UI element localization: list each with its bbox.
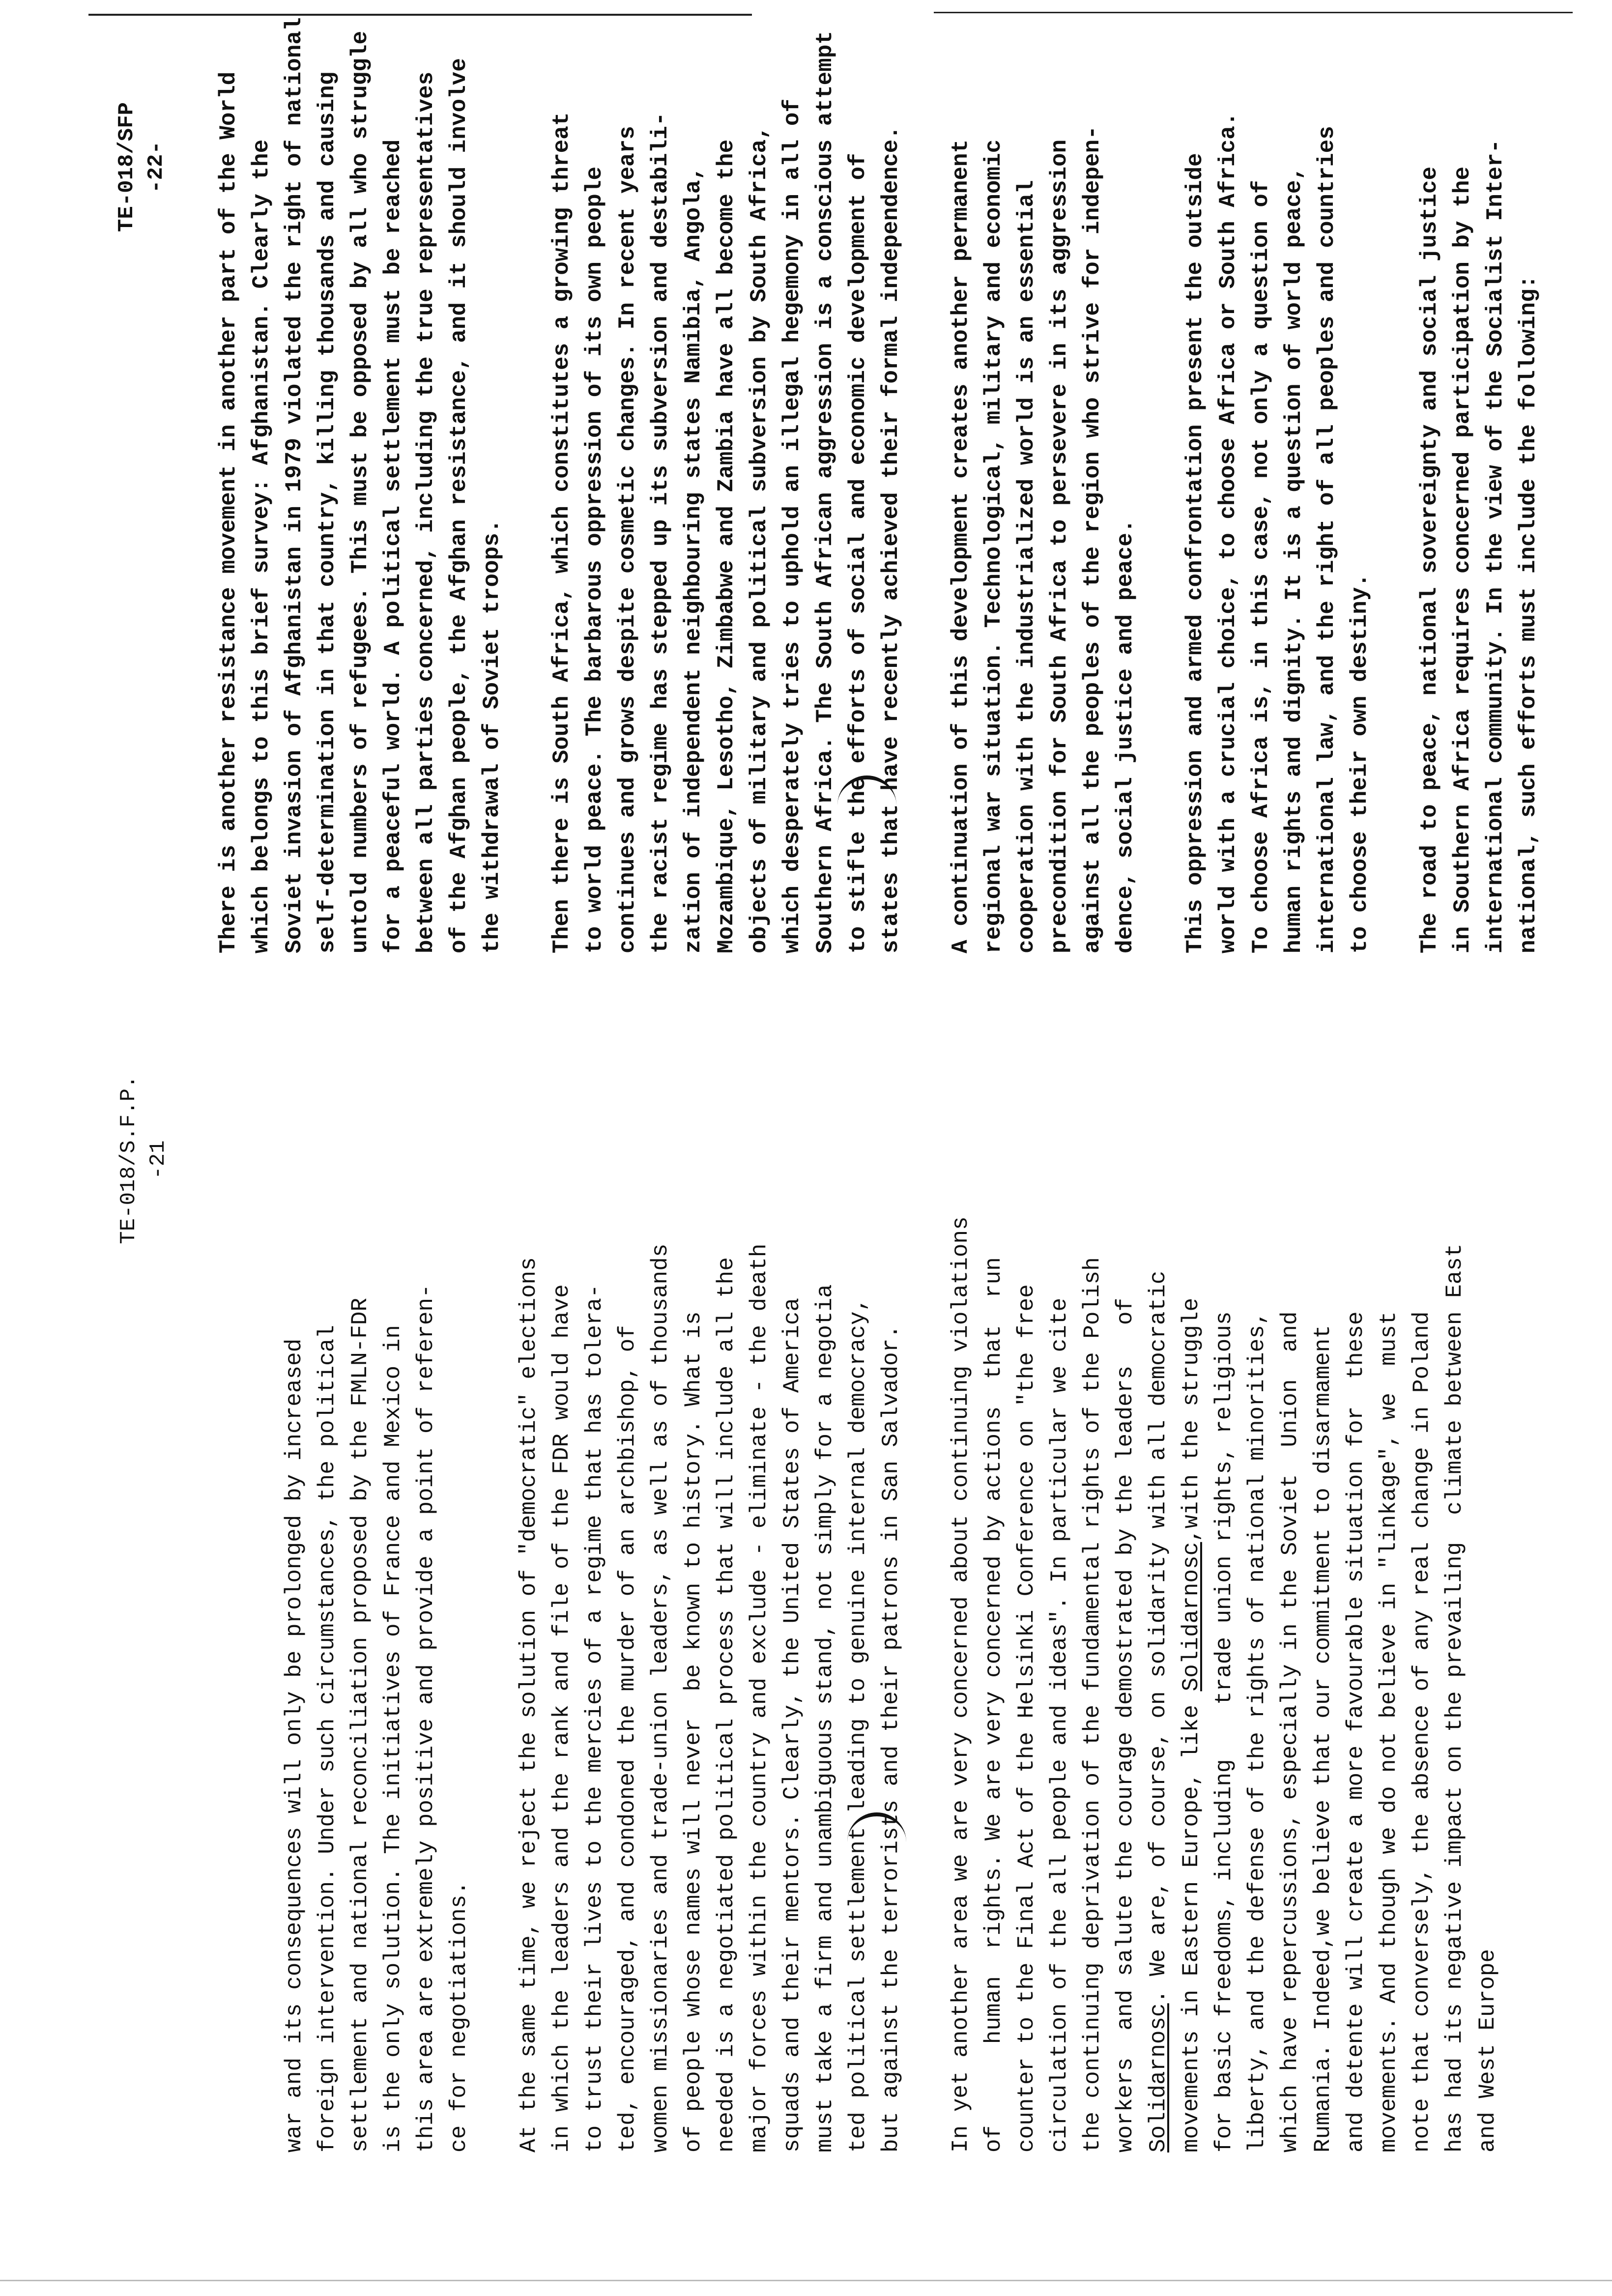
text-line: Soviet invasion of Afghanistan in 1979 violated the right of national <box>282 17 307 953</box>
text-line: which desperately tries to uphold an illegal hegemony in all of <box>779 98 805 953</box>
text-line: the racist regime has stepped up its subversion and destabili- <box>648 112 673 953</box>
text-line: note that conversely, the absence of any real change in Poland <box>1409 1311 1435 2152</box>
text-line: Rumania. Indeed,we believe that our commitment to disarmament <box>1310 1325 1336 2152</box>
text-line: There is another resistance movement in another part of the World <box>216 71 241 953</box>
text-line: states that have recently achieved their formal independence. <box>878 126 904 953</box>
page-number: -21 <box>146 1140 171 1179</box>
text-line: to world peace. The barbarous oppression of its own people <box>582 166 607 953</box>
paragraph <box>1179 17 1377 953</box>
text-line: Southern Africa. The South African aggression is a conscious attempt <box>812 30 838 953</box>
text-line: cooperation with the industrialized world is an essential <box>1014 180 1039 953</box>
paragraph <box>278 1216 476 2152</box>
text-line: Mozambique, Lesotho, Zimbabwe and Zambia have all become the <box>714 139 739 953</box>
text-line: regional war situation. Technological, military and economic <box>981 139 1007 953</box>
document-reference: TE-018/S.F.P. <box>116 1075 141 1244</box>
text-line: liberty, and the defense of the rights of national minorities, <box>1244 1311 1270 2152</box>
text-line: must take a firm and unambiguous stand, not simply for a negotia <box>812 1284 838 2152</box>
text-line: zation of independent neighbouring states Namibia, Angola, <box>681 166 706 953</box>
text-line: war and its consequences will only be prolonged by increased <box>282 1338 307 2152</box>
text-line: international law, and the right of all peoples and countries <box>1314 126 1340 953</box>
text-line: the withdrawal of Soviet troops. <box>479 519 505 953</box>
paragraph <box>945 17 1142 953</box>
text-line: and West Europe <box>1475 1949 1500 2152</box>
text-line: dence, social justice and peace. <box>1113 519 1138 953</box>
underlined-term: Solidarnosc <box>1146 2003 1171 2152</box>
text-line: for basic freedoms, including trade union rights, religious <box>1211 1311 1237 2152</box>
text-line: to stifle the efforts of social and economic development of <box>845 153 871 953</box>
text-line: the continuing deprivation of the fundamental rights of the Polish <box>1080 1257 1105 2152</box>
text-segment: ,with the struggle <box>1179 1297 1204 1542</box>
text-line: is the only solution. The initiatives of France and Mexico in <box>380 1325 406 2152</box>
text-line: ted political settlement leading to genuine internal democracy, <box>845 1297 871 2152</box>
text-line: women missionaries and trade-union leaders, as well as of thousands <box>648 1243 673 2152</box>
text-line: ce for negotiations. <box>446 1881 472 2152</box>
text-line: of people whose names will never be known to history. What is <box>681 1311 706 2152</box>
text-line: against all the peoples of the region who strive for indepen- <box>1080 126 1105 953</box>
text-segment: movements in Eastern Europe, like <box>1179 1691 1204 2152</box>
page-body <box>278 1216 1541 2152</box>
scan-edge-line <box>934 12 1573 13</box>
page-body <box>212 17 1582 953</box>
text-line: national, such efforts must include the following: <box>1516 275 1541 953</box>
text-line: At the same time, we reject the solution of "democratic" elections <box>516 1257 542 2152</box>
text-line: settlement and national reconciliation proposed by the FMLN-FDR <box>347 1297 373 2152</box>
text-line: in Southern Africa requires concerned participation by the <box>1450 166 1475 953</box>
page-22 <box>0 17 1612 953</box>
text-line <box>1142 1216 1175 2152</box>
text-line: precondition for South Africa to persevere in its aggression <box>1047 139 1072 953</box>
text-line: but against the terrorists and their patrons in San Salvador. <box>878 1325 904 2152</box>
text-line: objects of military and political subversion by South Africa, <box>747 126 772 953</box>
text-line: counter to the Final Act of the Helsinki Conference on "the free <box>1014 1284 1039 2152</box>
text-line: world with a crucial choice, to choose Africa or South Africa. <box>1215 112 1241 953</box>
text-line: which belongs to this brief survey: Afghanistan. Clearly the <box>249 139 274 953</box>
text-line: this area are extremely positive and provide a point of referen- <box>413 1284 439 2152</box>
text-line: foreign intervention. Under such circumstances, the political <box>315 1325 340 2152</box>
text-line: for a peaceful world. A political settlement must be reached <box>380 139 406 953</box>
text-line: A continuation of this development creates another permanent <box>948 139 974 953</box>
page-header <box>112 39 171 295</box>
text-line: circulation of the all people and ideas". In particular we cite <box>1047 1297 1072 2152</box>
text-line: In yet another area we are very concerned about continuing violations <box>948 1216 974 2152</box>
text-line: untold numbers of refugees. This must be opposed by all who struggle <box>347 30 373 953</box>
text-line: between all parties concerned, including the true representatives <box>413 71 439 953</box>
text-line <box>1175 1216 1208 2152</box>
underlined-term: Solidarnosc <box>1179 1542 1204 1692</box>
page-header <box>114 1032 173 1288</box>
page-21 <box>0 1075 1612 2152</box>
text-line: international community. In the view of the Socialist Inter- <box>1483 139 1508 953</box>
paragraph <box>546 17 908 953</box>
text-line: The road to peace, national sovereignty and social justice <box>1417 166 1442 953</box>
paragraph <box>513 1216 908 2152</box>
page-number: -22- <box>144 141 169 193</box>
text-line: in which the leaders and the rank and file of the FDR would have <box>549 1284 575 2152</box>
text-line: ted, encouraged, and condoned the murder of an archbishop, of <box>615 1325 640 2152</box>
text-line: needed is a negotiated political process that will include all the <box>714 1257 739 2152</box>
text-line: self-determination in that country, killing thousands and causing <box>315 71 340 953</box>
text-line: of human rights. We are very concerned by actions that run <box>981 1257 1007 2152</box>
paragraph <box>945 1216 1504 2152</box>
text-line: and detente will create a more favourable situation for these <box>1343 1311 1369 2152</box>
paragraph <box>1413 17 1545 953</box>
scan-edge-line <box>0 2280 1612 2281</box>
text-line: to trust their lives to the mercies of a regime that has tolera- <box>582 1284 607 2152</box>
scan-edge-line <box>88 14 752 16</box>
paragraph <box>212 17 509 953</box>
text-line: human rights and dignity. It is a question of world peace, <box>1281 166 1307 953</box>
text-line: Then there is South Africa, which constitutes a growing threat <box>549 112 575 953</box>
text-line: movements. And though we do not believe in "linkage", we must <box>1376 1311 1402 2152</box>
text-line: has had its negative impact on the prevailing climate between East <box>1442 1243 1468 2152</box>
text-line: to choose their own destiny. <box>1347 574 1373 953</box>
document-reference: TE-018/SFP <box>115 102 139 232</box>
text-line: This oppression and armed confrontation present the outside <box>1182 153 1208 953</box>
text-segment: . We are, of course, on solidarity with all democratic <box>1146 1270 1171 2004</box>
text-line: continues and grows despite cosmetic changes. In recent years <box>615 126 640 953</box>
text-line: workers and salute the courage demostrated by the leaders of <box>1113 1297 1138 2152</box>
text-line: squads and their mentors. Clearly, the United States of America <box>779 1297 805 2152</box>
text-line: which have repercussions, especially in the Soviet Union and <box>1277 1311 1303 2152</box>
text-line: major forces within the country and exclude - eliminate - the death <box>747 1243 772 2152</box>
text-line: of the Afghan people, the Afghan resistance, and it should involve <box>446 58 472 953</box>
text-line: To choose Africa is, in this case, not only a question of <box>1248 180 1274 953</box>
